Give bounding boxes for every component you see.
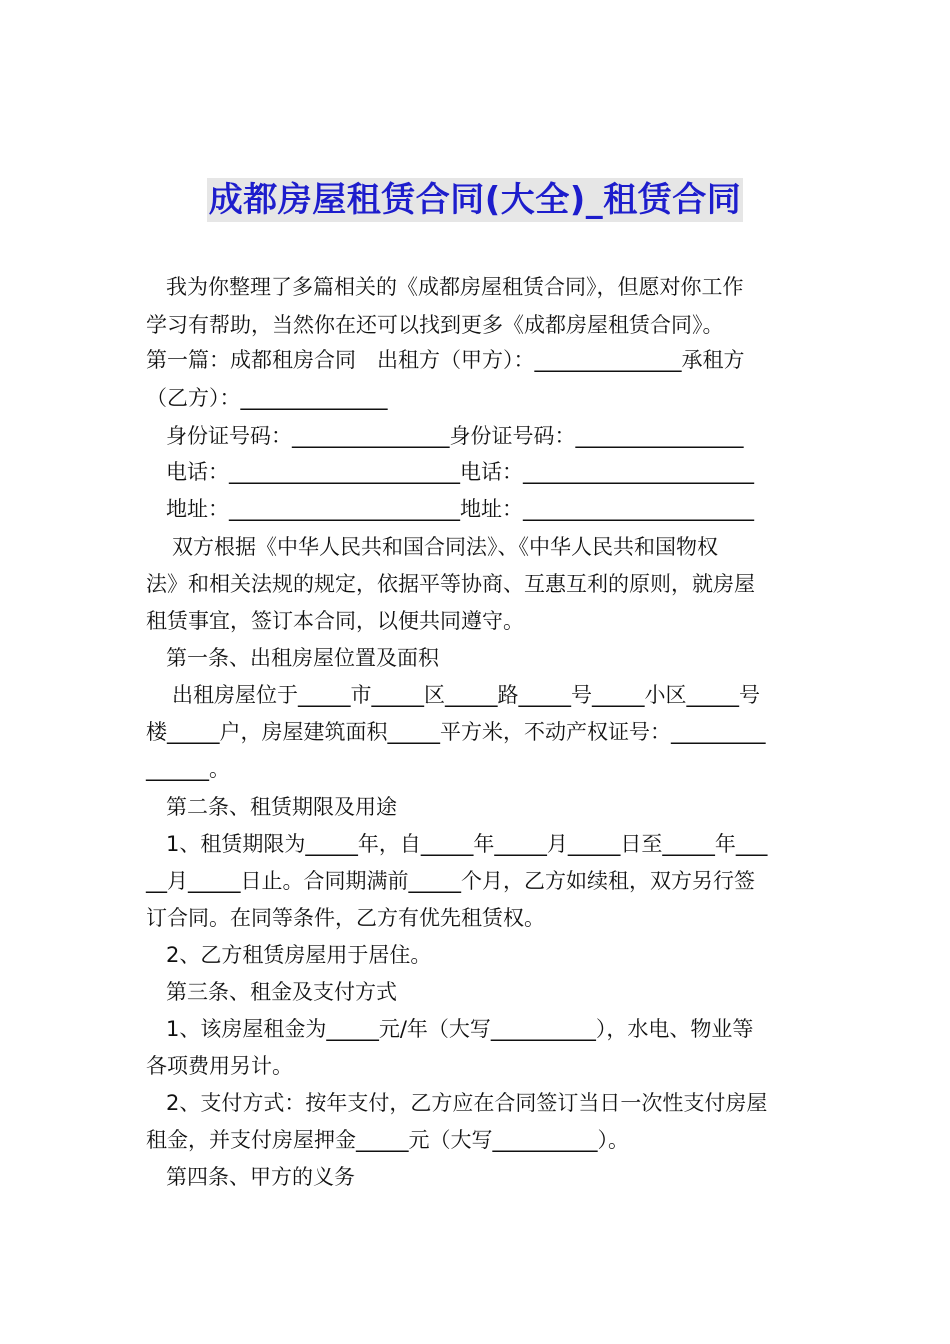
preamble-line-3: 租赁事宜，签订本合同，以便共同遵守。 bbox=[146, 609, 524, 633]
phone-line: 电话：______________________电话：______________________ bbox=[166, 460, 754, 484]
article-2-item-2: 2、乙方租赁房屋用于居住。 bbox=[166, 943, 432, 967]
article-3-item-2-line-2: 租金，并支付房屋押金_____元（大写__________）。 bbox=[146, 1128, 629, 1152]
article-1-line-3: ______。 bbox=[146, 757, 230, 781]
article-3-item-2-line-1: 2、支付方式：按年支付，乙方应在合同签订当日一次性支付房屋 bbox=[166, 1091, 768, 1115]
id-number-line: 身份证号码：_______________身份证号码：________________ bbox=[166, 424, 744, 448]
document-title-text: 成都房屋租赁合同(大全)_租赁合同 bbox=[208, 180, 742, 220]
article-2-item-1-line-3: 订合同。在同等条件，乙方有优先租赁权。 bbox=[146, 906, 545, 930]
article-1-line-2: 楼_____户，房屋建筑面积_____平方米，不动产权证号：_________ bbox=[146, 720, 766, 744]
intro-line-2: 学习有帮助，当然你在还可以找到更多《成都房屋租赁合同》。 bbox=[146, 313, 724, 337]
address-line: 地址：______________________地址：______________________ bbox=[166, 497, 754, 521]
article-2-heading: 第二条、租赁期限及用途 bbox=[166, 795, 397, 819]
article-1-line-1: 出租房屋位于_____市_____区_____路_____号_____小区_____号 bbox=[172, 683, 760, 707]
article-2-item-1-line-2: __月_____日止。合同期满前_____个月，乙方如续租，双方另行签 bbox=[146, 869, 755, 893]
article-3-heading: 第三条、租金及支付方式 bbox=[166, 980, 397, 1004]
lessor-line: 第一篇：成都租房合同 出租方（甲方）：______________承租方 bbox=[146, 348, 745, 372]
article-3-item-1-line-1: 1、该房屋租金为_____元/年（大写__________），水电、物业等 bbox=[166, 1017, 754, 1041]
article-3-item-1-line-2: 各项费用另计。 bbox=[146, 1054, 293, 1078]
preamble-line-1: 双方根据《中华人民共和国合同法》、《中华人民共和国物权 bbox=[172, 535, 718, 559]
preamble-line-2: 法》和相关法规的规定，依据平等协商、互惠互利的原则，就房屋 bbox=[146, 572, 755, 596]
document-title bbox=[0, 178, 950, 222]
article-4-heading: 第四条、甲方的义务 bbox=[166, 1165, 355, 1189]
lessee-line: （乙方）：______________ bbox=[146, 386, 388, 410]
intro-line-1: 我为你整理了多篇相关的《成都房屋租赁合同》，但愿对你工作 bbox=[166, 275, 744, 299]
article-1-heading: 第一条、出租房屋位置及面积 bbox=[166, 646, 439, 670]
article-2-item-1-line-1: 1、租赁期限为_____年，自_____年_____月_____日至_____年___ bbox=[166, 832, 768, 856]
